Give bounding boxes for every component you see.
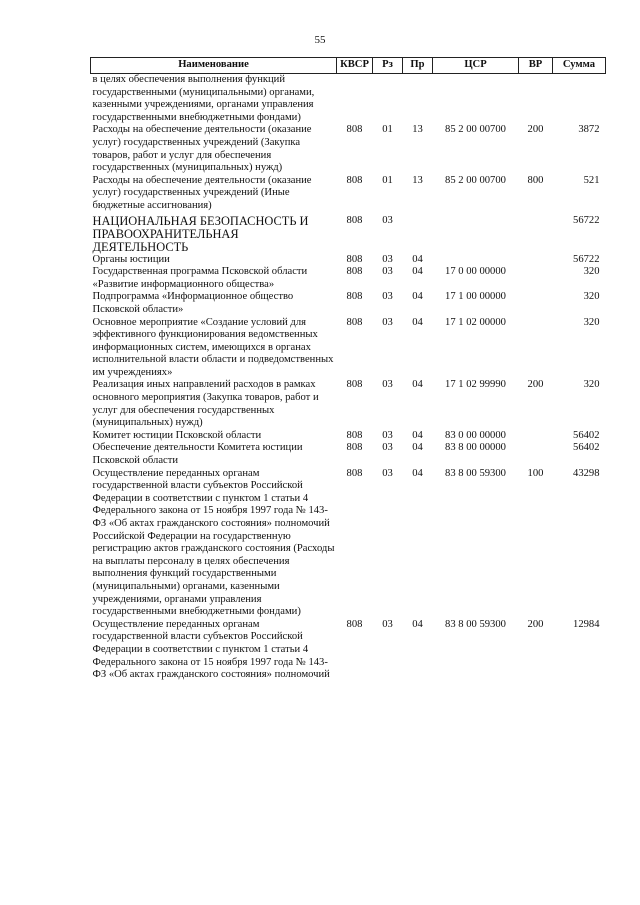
cell-pr: 04: [412, 316, 423, 328]
table-header-row: [91, 58, 606, 74]
cell-rz: 01: [382, 174, 393, 186]
cell-rz: 03: [382, 214, 393, 226]
cell-sum: 320: [583, 316, 600, 328]
cell-rz: 03: [382, 467, 393, 479]
cell-vr: [519, 266, 553, 291]
cell-kvsr: 808: [346, 442, 363, 454]
cell-csr: 17 1 02 99990: [445, 379, 506, 391]
cell-rz: [373, 74, 403, 125]
table-row: [91, 317, 606, 380]
cell-csr: 83 0 00 00000: [445, 429, 506, 441]
cell-pr: [403, 74, 433, 125]
cell-sum: 56722: [573, 214, 600, 226]
cell-sum: 12984: [573, 618, 600, 630]
cell-rz: 03: [382, 379, 393, 391]
cell-csr: 17 1 02 00000: [445, 316, 506, 328]
cell-vr: [519, 430, 553, 443]
cell-kvsr: 808: [346, 316, 363, 328]
cell-rz: 03: [382, 253, 393, 265]
cell-vr: [519, 213, 553, 254]
cell-rz: 03: [382, 442, 393, 454]
cell-vr: [519, 74, 553, 125]
cell-csr: 17 0 00 00000: [445, 266, 506, 278]
cell-kvsr: 808: [346, 174, 363, 186]
page-number: 55: [314, 34, 326, 46]
header-csr: ЦСР: [433, 58, 519, 74]
cell-sum: 56722: [573, 253, 600, 265]
cell-csr: 17 1 00 00000: [445, 291, 506, 303]
header-pr: Пр: [403, 58, 433, 74]
cell-kvsr: 808: [346, 124, 363, 136]
cell-sum: 3872: [578, 124, 600, 136]
table-row: [91, 430, 606, 443]
cell-kvsr: 808: [346, 266, 363, 278]
cell-sum: 56402: [573, 429, 600, 441]
table-row: [91, 254, 606, 267]
cell-sum: 56402: [573, 442, 600, 454]
table-row: [91, 379, 606, 429]
cell-rz: 03: [382, 429, 393, 441]
cell-csr: [433, 74, 519, 125]
cell-vr: 100: [527, 467, 544, 479]
budget-table: [90, 57, 606, 682]
table-row: [91, 175, 606, 213]
cell-rz: 03: [382, 266, 393, 278]
cell-sum: 320: [583, 291, 600, 303]
header-vr: ВР: [519, 58, 553, 74]
cell-sum: [553, 74, 606, 125]
cell-sum: 320: [583, 379, 600, 391]
table-row: [91, 442, 606, 467]
cell-kvsr: 808: [346, 253, 363, 265]
cell-kvsr: 808: [346, 379, 363, 391]
table-row: [91, 213, 606, 254]
cell-sum: 521: [583, 174, 600, 186]
cell-kvsr: [337, 74, 373, 125]
cell-name: Органы юстиции: [92, 253, 170, 265]
cell-pr: 04: [412, 291, 423, 303]
table-row: [91, 291, 606, 316]
cell-csr: 83 8 00 00000: [445, 442, 506, 454]
cell-pr: 04: [412, 467, 423, 479]
cell-name: Подпрограмма «Информационное общество Псковской области»: [92, 291, 294, 315]
cell-name: Осуществление переданных органам государственной власти субъектов Российской Федерации в соответствии с пунктом 1 статьи 4 Федерального закона от 15 ноября 1997 года № 143-ФЗ «Об актах гражданского состояния» полномочий Российской Федерации на государственную регистрацию актов гражданского состояния (Расходы на выплаты персоналу в целях обеспечения выполнения функций государственными (муниципальными) органами, казенными учреждениями, органами управления государственными внебюджетными фондами): [92, 467, 335, 618]
cell-rz: 01: [382, 124, 393, 136]
cell-kvsr: 808: [346, 429, 363, 441]
cell-vr: 200: [527, 379, 544, 391]
cell-csr: [433, 213, 519, 254]
cell-sum: 320: [583, 266, 600, 278]
cell-pr: 04: [412, 429, 423, 441]
cell-kvsr: 808: [346, 467, 363, 479]
cell-vr: [519, 254, 553, 267]
cell-pr: 13: [412, 174, 423, 186]
cell-vr: [519, 442, 553, 467]
header-kvsr: КВСР: [337, 58, 373, 74]
table-row: [91, 468, 606, 619]
cell-kvsr: 808: [346, 291, 363, 303]
cell-name: Государственная программа Псковской области «Развитие информационного общества»: [92, 266, 308, 290]
table-row: [91, 74, 606, 125]
header-rz: Рз: [373, 58, 403, 74]
cell-name: Расходы на обеспечение деятельности (оказание услуг) государственных учреждений (Закупка товаров, работ и услуг для обеспечения государственных (муниципальных) нужд): [92, 124, 312, 174]
header-name: Наименование: [91, 58, 337, 74]
table-row: [91, 266, 606, 291]
cell-name: Комитет юстиции Псковской области: [92, 429, 262, 441]
cell-sum: 43298: [573, 467, 600, 479]
cell-csr: [433, 254, 519, 267]
header-sum: Сумма: [553, 58, 606, 74]
cell-name: Расходы на обеспечение деятельности (оказание услуг) государственных учреждений (Иные бюджетные ассигнования): [92, 174, 312, 211]
cell-pr: 04: [412, 266, 423, 278]
cell-rz: 03: [382, 316, 393, 328]
cell-kvsr: 808: [346, 618, 363, 630]
cell-pr: 04: [412, 442, 423, 454]
cell-name: Обеспечение деятельности Комитета юстиции Псковской области: [92, 442, 303, 467]
cell-name: Основное мероприятие «Создание условий для эффективного функционирования ведомственных информационных систем, имеющихся в органах исполнительной власти области и подведомственных им учреждениях»: [92, 316, 334, 378]
cell-name: в целях обеспечения выполнения функций государственными (муниципальными) органами, казенными учреждениями, органами управления государственными внебюджетными фондами): [92, 74, 315, 123]
cell-csr: 85 2 00 00700: [445, 124, 506, 136]
cell-csr: 85 2 00 00700: [445, 174, 506, 186]
cell-vr: [519, 291, 553, 316]
cell-rz: 03: [382, 291, 393, 303]
cell-rz: 03: [382, 618, 393, 630]
cell-vr: 200: [527, 618, 544, 630]
cell-name: Реализация иных направлений расходов в рамках основного мероприятия (Закупка товаров, работ и услуг для обеспечения государственных (муниципальных) нужд): [92, 379, 319, 429]
cell-csr: 83 8 00 59300: [445, 467, 506, 479]
cell-vr: 200: [527, 124, 544, 136]
cell-name: Осуществление переданных органам государственной власти субъектов Российской Федерации в соответствии с пунктом 1 статьи 4 Федерального закона от 15 ноября 1997 года № 143-ФЗ «Об актах гражданского состояния» полномочий: [92, 618, 330, 681]
cell-pr: 13: [412, 124, 423, 136]
cell-pr: 04: [412, 618, 423, 630]
table-row: [91, 124, 606, 174]
table-row: [91, 619, 606, 682]
cell-pr: [403, 213, 433, 254]
cell-name: НАЦИОНАЛЬНАЯ БЕЗОПАСНОСТЬ И ПРАВООХРАНИТЕЛЬНАЯ ДЕЯТЕЛЬНОСТЬ: [92, 213, 309, 254]
cell-vr: [519, 317, 553, 380]
cell-pr: 04: [412, 379, 423, 391]
cell-pr: 04: [412, 253, 423, 265]
cell-kvsr: 808: [346, 214, 363, 226]
cell-csr: 83 8 00 59300: [445, 618, 506, 630]
cell-vr: 800: [527, 174, 544, 186]
